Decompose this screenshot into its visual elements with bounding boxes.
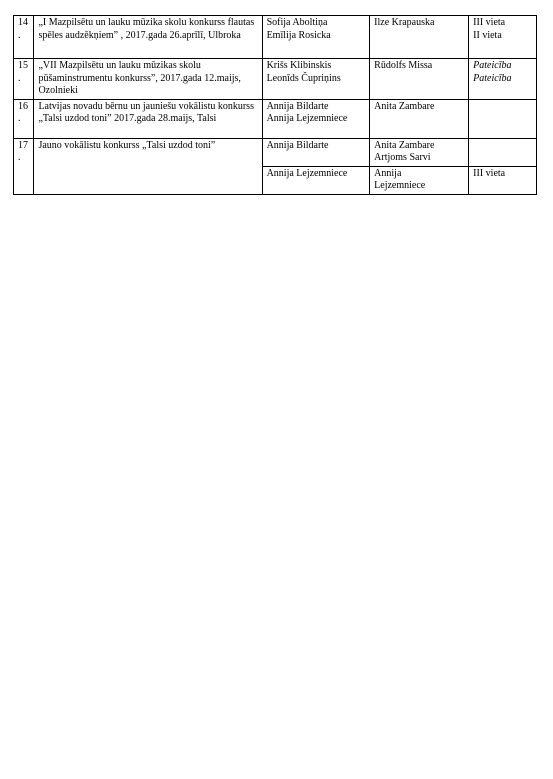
student-name: Annija Lejzemniece	[266, 167, 348, 179]
student-name: Leonīds Čupriņins	[266, 72, 341, 84]
place-result: Pateicība	[473, 72, 512, 84]
row-number: 16.	[14, 99, 34, 138]
students-cell	[262, 16, 370, 59]
place-result: III vieta	[473, 17, 506, 28]
student-name: Emīlija Rosicka	[266, 29, 331, 41]
students-cell	[262, 138, 370, 166]
teacher-cell	[370, 99, 469, 138]
table-row	[14, 99, 537, 138]
teacher-name: Anita Zambare	[374, 100, 435, 112]
teacher-name: Artjoms Sarvi	[374, 152, 431, 163]
teacher-name: Lejzemniece	[374, 180, 426, 191]
competition-results-table	[13, 15, 537, 195]
row-number: 15.	[14, 59, 34, 100]
teacher-name: Annija	[374, 167, 402, 179]
student-name: Annija Bildarte	[266, 100, 329, 112]
table-row	[14, 59, 537, 100]
place-result: II vieta	[473, 29, 502, 41]
students-cell	[262, 166, 370, 194]
competition-cell: Latvijas novadu bērnu un jauniešu vokālistu konkurss „Talsi uzdod toni” 2017.gada 28.maijs, Talsi	[34, 99, 262, 138]
students-cell	[262, 99, 370, 138]
table-row	[14, 16, 537, 59]
competition-cell: „VII Mazpilsētu un lauku mūzikas skolu pūšaminstrumentu konkurss”, 2017.gada 12.maijs, Ozolnieki	[34, 59, 262, 100]
teacher-name: Anita Zambare	[374, 139, 435, 151]
teacher-name: Ilze Krapauska	[374, 17, 435, 28]
teacher-cell	[370, 16, 469, 59]
student-name: Sofija Aboltiņa	[266, 17, 328, 28]
place-cell	[469, 99, 537, 138]
competition-cell: „I Mazpilsētu un lauku mūzika skolu konkurss flautas spēles audzēkņiem” , 2017.gada 26.aprīlī, Ulbroka	[34, 16, 262, 59]
row-number: 17.	[14, 138, 34, 194]
place-cell	[469, 16, 537, 59]
place-cell	[469, 166, 537, 194]
competition-cell: Jauno vokālistu konkurss „Talsi uzdod toni”	[34, 138, 262, 194]
place-cell	[469, 138, 537, 166]
teacher-cell	[370, 166, 469, 194]
student-name: Annija Lejzemniece	[266, 113, 348, 124]
student-name: Krišs Klibinskis	[266, 60, 332, 71]
teacher-cell	[370, 138, 469, 166]
students-cell	[262, 59, 370, 100]
table-row	[14, 138, 537, 166]
row-number: 14.	[14, 16, 34, 59]
place-result: Pateicība	[473, 60, 512, 71]
place-cell	[469, 59, 537, 100]
student-name: Annija Bildarte	[266, 139, 329, 151]
teacher-name: Rūdolfs Missa	[374, 60, 433, 71]
teacher-cell	[370, 59, 469, 100]
place-result: III vieta	[473, 167, 506, 179]
